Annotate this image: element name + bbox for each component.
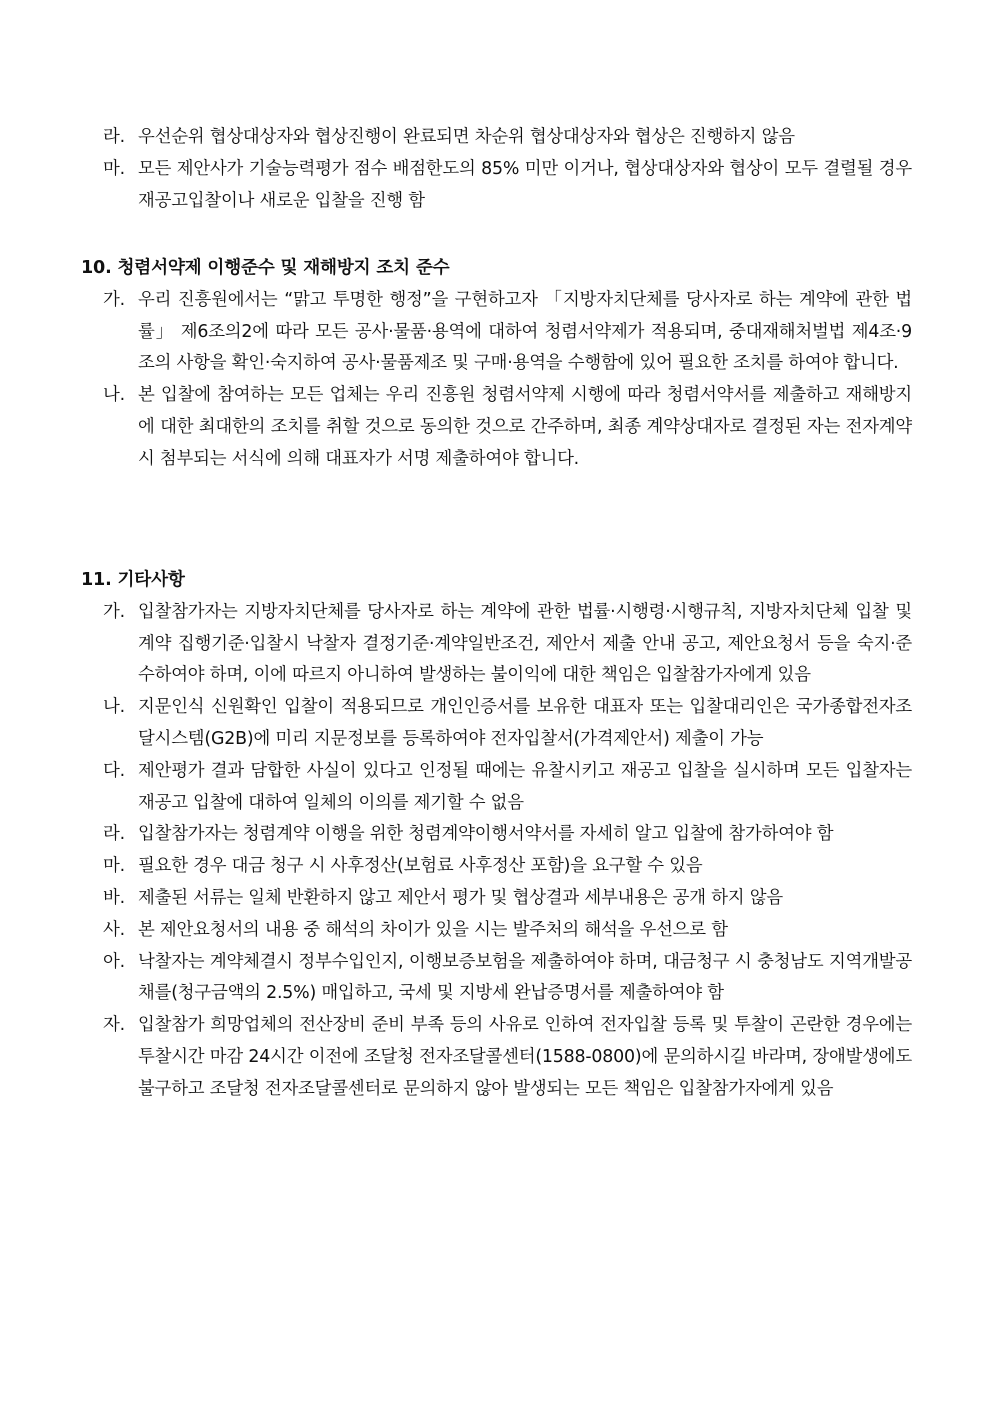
item-marker: 나. — [103, 697, 125, 718]
item-marker: 사. — [103, 919, 125, 940]
item-marker: 라. — [103, 824, 125, 845]
item-marker: 마. — [103, 158, 125, 179]
list-item — [0, 154, 992, 218]
item-marker: 아. — [103, 951, 125, 972]
list-item — [0, 1010, 992, 1105]
item-text: 우리 진흥원에서는 “맑고 투명한 행정”을 구현하고자 「지방자치단체를 당사자로 하는 계약에 관한 법률」 제6조의2에 따라 모든 공사·물품·용역에 대하여 청렴서약제가 적용되며, 중대재해처벌법 제4조·9조의 사항을 확인·숙지하여 공사·물품제조 및 구매·용역을 수행함에 있어 필요한 조치를 하여야 합니다. — [138, 289, 912, 374]
section-10-list — [0, 285, 992, 476]
list-item — [0, 819, 992, 851]
item-text: 우선순위 협상대상자와 협상진행이 완료되면 차순위 협상대상자와 협상은 진행하지 않음 — [138, 127, 795, 147]
section-11 — [0, 565, 992, 1106]
item-text: 모든 제안사가 기술능력평가 점수 배점한도의 85% 미만 이거나, 협상대상자와 협상이 모두 결렬될 경우 재공고입찰이나 새로운 입찰을 진행 함 — [138, 158, 912, 211]
list-item — [0, 692, 992, 756]
continuation-block — [0, 122, 992, 217]
list-item — [0, 851, 992, 883]
item-text: 입찰참가 희망업체의 전산장비 준비 부족 등의 사유로 인하여 전자입찰 등록 및 투찰이 곤란한 경우에는 투찰시간 마감 24시간 이전에 조달청 전자조달콜센터(1588-0800)에 문의하시길 바라며, 장애발생에도 불구하고 조달청 전자조달콜센터로 문의하지 않아 발생되는 모든 책임은 입찰참가자에게 있음 — [138, 1015, 912, 1099]
item-text: 지문인식 신원확인 입찰이 적용되므로 개인인증서를 보유한 대표자 또는 입찰대리인은 국가종합전자조달시스템(G2B)에 미리 지문정보를 등록하여야 전자입찰서(가격제안서) 제출이 가능 — [138, 697, 912, 749]
item-marker: 라. — [103, 127, 125, 147]
list-item — [0, 947, 992, 1011]
item-text: 본 제안요청서의 내용 중 해석의 차이가 있을 시는 발주처의 해석을 우선으로 함 — [138, 919, 728, 940]
item-text: 입찰참가자는 청렴계약 이행을 위한 청렴계약이행서약서를 자세히 알고 입찰에 참가하여야 함 — [138, 824, 834, 845]
list-item — [0, 380, 992, 475]
item-text: 낙찰자는 계약체결시 정부수입인지, 이행보증보험을 제출하여야 하며, 대금청구 시 충청남도 지역개발공채를(청구금액의 2.5%) 매입하고, 국세 및 지방세 완납증명서를 제출하여야 함 — [138, 951, 912, 1004]
section-heading: 10. 청렴서약제 이행준수 및 재해방지 조치 준수 — [81, 258, 450, 278]
item-marker: 자. — [103, 1015, 125, 1036]
section-heading: 11. 기타사항 — [81, 570, 185, 590]
item-text: 제출된 서류는 일체 반환하지 않고 제안서 평가 및 협상결과 세부내용은 공개 하지 않음 — [138, 887, 783, 908]
item-text: 본 입찰에 참여하는 모든 업체는 우리 진흥원 청렴서약제 시행에 따라 청렴서약서를 제출하고 재해방지에 대한 최대한의 조치를 취할 것으로 동의한 것으로 간주하며, 최종 계약상대자로 결정된 자는 전자계약 시 첨부되는 서식에 의해 대표자가 서명 제출하여야 합니다. — [138, 385, 912, 469]
list-item — [0, 122, 992, 154]
item-marker: 마. — [103, 856, 125, 877]
continuation-list — [0, 122, 992, 217]
item-text: 필요한 경우 대금 청구 시 사후정산(보험료 사후정산 포함)을 요구할 수 있음 — [138, 856, 703, 877]
list-item — [0, 597, 992, 692]
item-marker: 나. — [103, 385, 125, 406]
list-item — [0, 285, 992, 380]
item-text: 제안평가 결과 담합한 사실이 있다고 인정될 때에는 유찰시키고 재공고 입찰을 실시하며 모든 입찰자는 재공고 입찰에 대하여 일체의 이의를 제기할 수 없음 — [138, 760, 912, 813]
section-11-list — [0, 597, 992, 1106]
section-10 — [0, 253, 992, 476]
item-marker: 다. — [103, 760, 125, 781]
list-item — [0, 883, 992, 915]
item-marker: 가. — [103, 601, 125, 622]
item-marker: 바. — [103, 887, 125, 908]
item-marker: 가. — [103, 289, 125, 310]
list-item — [0, 756, 992, 820]
list-item — [0, 915, 992, 947]
item-text: 입찰참가자는 지방자치단체를 당사자로 하는 계약에 관한 법률·시행령·시행규칙, 지방자치단체 입찰 및 계약 집행기준·입찰시 낙찰자 결정기준·계약일반조건, 제안서 제출 안내 공고, 제안요청서 등을 숙지·준수하여야 하며, 이에 따르지 아니하여 발생하는 불이익에 대한 책임은 입찰참가자에게 있음 — [138, 601, 912, 686]
